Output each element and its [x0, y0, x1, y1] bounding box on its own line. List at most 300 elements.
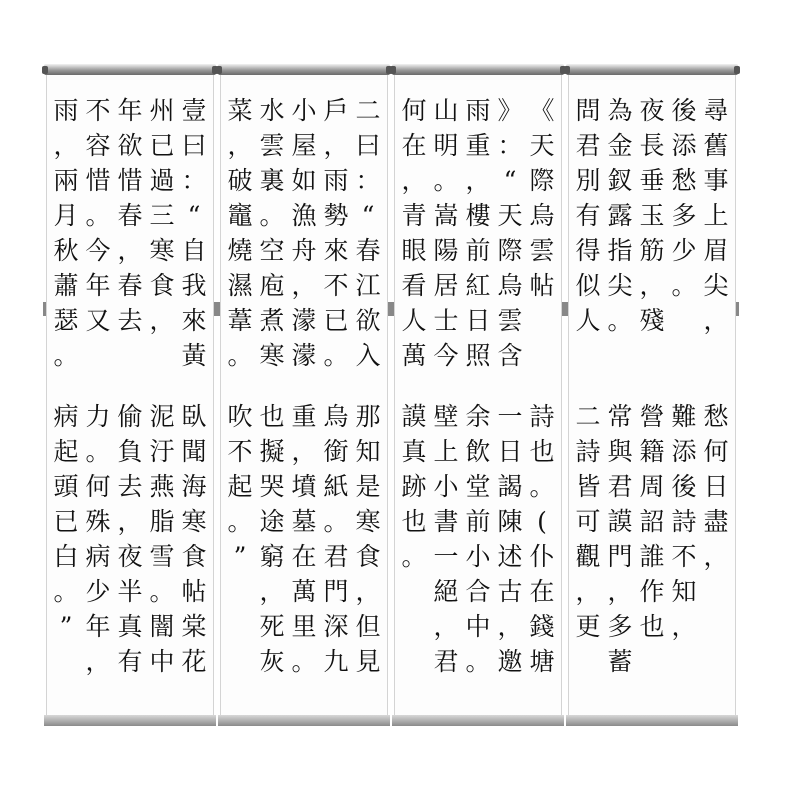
glyph: 棠 — [181, 612, 207, 641]
glyph: 墓 — [291, 507, 317, 536]
glyph: 雲 — [529, 236, 555, 265]
glyph: 君 — [323, 542, 349, 571]
glyph: ， — [639, 271, 665, 300]
glyph: 可 — [575, 507, 601, 536]
glyph: 瑟 — [53, 306, 79, 335]
glyph: 空 — [259, 236, 285, 265]
glyph: 來 — [323, 236, 349, 265]
glyph: 壁 — [433, 402, 459, 431]
glyph: 問 — [575, 96, 601, 125]
glyph: 入 — [355, 341, 381, 370]
rod-cap-left — [564, 66, 570, 74]
text-column — [257, 93, 287, 373]
glyph: 見 — [355, 647, 381, 676]
glyph: 我 — [181, 271, 207, 300]
glyph: 水 — [259, 96, 285, 125]
glyph: 勢 — [323, 201, 349, 230]
glyph: 欲 — [355, 306, 381, 335]
glyph: 夜 — [117, 542, 143, 571]
glyph: 秋 — [53, 236, 79, 265]
glyph: 食 — [355, 542, 381, 571]
text-column — [669, 93, 699, 338]
glyph: 寒 — [259, 341, 285, 370]
glyph: 雨 — [323, 166, 349, 195]
glyph: 壹 — [181, 96, 207, 125]
glyph: 何 — [85, 472, 111, 501]
glyph: 病 — [53, 402, 79, 431]
glyph: 蕭 — [53, 271, 79, 300]
side-pin-left — [217, 302, 220, 316]
text-column — [431, 399, 461, 679]
glyph: 誰 — [639, 542, 665, 571]
hanging-scroll-4 — [566, 64, 738, 726]
glyph: 在 — [401, 131, 427, 160]
glyph: 垂 — [639, 166, 665, 195]
glyph: 力 — [85, 402, 111, 431]
glyph: 葦 — [227, 306, 253, 335]
glyph: 似 — [575, 271, 601, 300]
rod-cap-left — [42, 66, 48, 74]
side-pin-right — [736, 302, 739, 316]
glyph: 陽 — [433, 236, 459, 265]
glyph: 重 — [291, 402, 317, 431]
glyph: 。 — [323, 341, 349, 370]
glyph: 屋 — [291, 131, 317, 160]
glyph: 筋 — [639, 236, 665, 265]
glyph: 寒 — [355, 507, 381, 536]
glyph: 死 — [259, 612, 285, 641]
glyph: 九 — [323, 647, 349, 676]
glyph: 居 — [433, 271, 459, 300]
scroll-bottom-rod — [566, 715, 738, 726]
glyph: 灰 — [259, 647, 285, 676]
glyph: 天 — [497, 201, 523, 230]
scroll-paper — [46, 75, 214, 715]
glyph: 春 — [117, 271, 143, 300]
text-column — [51, 93, 81, 373]
text-column — [527, 399, 557, 679]
scroll-top-rod — [44, 64, 216, 75]
text-column — [463, 399, 493, 679]
glyph: 濛 — [291, 306, 317, 335]
glyph: ， — [53, 131, 79, 160]
glyph: 裏 — [259, 166, 285, 195]
glyph: 小 — [465, 542, 491, 571]
side-pin-left — [43, 302, 46, 316]
text-column — [289, 93, 319, 373]
glyph: 不 — [323, 271, 349, 300]
glyph: 竈 — [227, 201, 253, 230]
glyph: 起 — [53, 437, 79, 466]
hanging-scroll-1 — [44, 64, 216, 726]
glyph: 何 — [703, 437, 729, 466]
glyph: 。 — [53, 341, 79, 370]
glyph: 食 — [149, 271, 175, 300]
glyph: 知 — [671, 577, 697, 606]
glyph: ” — [233, 542, 247, 571]
text-column — [115, 93, 145, 373]
glyph: 年 — [117, 96, 143, 125]
glyph: 春 — [355, 236, 381, 265]
glyph: ， — [291, 437, 317, 466]
glyph: 人 — [575, 306, 601, 335]
glyph: 帖 — [529, 271, 555, 300]
glyph: 尖 — [703, 271, 729, 300]
scroll-top-rod — [218, 64, 390, 75]
glyph: 有 — [117, 647, 143, 676]
glyph: 君 — [433, 647, 459, 676]
glyph: 皆 — [575, 472, 601, 501]
glyph: 重 — [465, 131, 491, 160]
glyph: 也 — [401, 507, 427, 536]
glyph: ， — [465, 166, 491, 195]
text-block-bottom — [220, 399, 388, 679]
glyph: 起 — [227, 472, 253, 501]
glyph: 不 — [671, 542, 697, 571]
glyph: 不 — [85, 96, 111, 125]
glyph: 一 — [433, 542, 459, 571]
glyph: 跡 — [401, 472, 427, 501]
glyph: 擬 — [259, 437, 285, 466]
glyph: 古 — [497, 577, 523, 606]
glyph: 愁 — [671, 166, 697, 195]
glyph: ， — [433, 612, 459, 641]
glyph: 仆 — [529, 542, 555, 571]
glyph: 小 — [291, 96, 317, 125]
glyph: 士 — [433, 306, 459, 335]
glyph: 紅 — [465, 271, 491, 300]
glyph: 也 — [259, 402, 285, 431]
glyph: 含 — [497, 341, 523, 370]
glyph: 已 — [149, 131, 175, 160]
glyph: 天 — [529, 131, 555, 160]
glyph: ， — [291, 271, 317, 300]
glyph: 少 — [671, 236, 697, 265]
glyph: 邀 — [497, 647, 523, 676]
glyph: 又 — [85, 306, 111, 335]
glyph: 海 — [181, 472, 207, 501]
glyph: 深 — [323, 612, 349, 641]
scroll-paper — [568, 75, 736, 715]
glyph: 謨 — [607, 507, 633, 536]
glyph: ( — [537, 507, 547, 536]
glyph: 。 — [607, 306, 633, 335]
glyph: 愁 — [703, 402, 729, 431]
glyph: 已 — [53, 507, 79, 536]
text-column — [257, 399, 287, 679]
scroll-top-rod — [566, 64, 738, 75]
glyph: 。 — [465, 647, 491, 676]
glyph: 多 — [671, 201, 697, 230]
glyph: 玉 — [639, 201, 665, 230]
glyph: 頭 — [53, 472, 79, 501]
glyph: 去 — [117, 306, 143, 335]
glyph: “ — [187, 201, 201, 230]
glyph: 謁 — [497, 472, 523, 501]
text-column — [83, 93, 113, 373]
text-column — [289, 399, 319, 679]
glyph: 容 — [85, 131, 111, 160]
glyph: 泥 — [149, 402, 175, 431]
glyph: 飲 — [465, 437, 491, 466]
glyph: 雲 — [497, 306, 523, 335]
glyph: ， — [259, 577, 285, 606]
text-column — [353, 399, 383, 679]
glyph: 小 — [433, 472, 459, 501]
glyph: 周 — [639, 472, 665, 501]
text-column — [83, 399, 113, 679]
glyph: 燒 — [227, 236, 253, 265]
glyph: ， — [117, 507, 143, 536]
glyph: 庖 — [259, 271, 285, 300]
glyph: 。 — [323, 507, 349, 536]
glyph: 在 — [529, 577, 555, 606]
text-block-top — [394, 93, 562, 373]
glyph: 已 — [323, 306, 349, 335]
glyph: 為 — [607, 96, 633, 125]
glyph: 看 — [401, 271, 427, 300]
glyph: 戶 — [323, 96, 349, 125]
glyph: ， — [149, 306, 175, 335]
scroll-top-rod — [392, 64, 564, 75]
glyph: 破 — [227, 166, 253, 195]
glyph: 。 — [671, 271, 697, 300]
glyph: 絕 — [433, 577, 459, 606]
text-column — [399, 399, 429, 679]
glyph: 難 — [671, 402, 697, 431]
glyph: 添 — [671, 131, 697, 160]
glyph: 萬 — [401, 341, 427, 370]
glyph: 日 — [497, 437, 523, 466]
glyph: 汙 — [149, 437, 175, 466]
text-block-top — [46, 93, 214, 373]
text-column — [701, 399, 731, 679]
text-block-bottom — [394, 399, 562, 679]
text-column — [605, 93, 635, 338]
glyph: 書 — [433, 507, 459, 536]
text-column — [463, 93, 493, 373]
text-column — [637, 399, 667, 679]
glyph: 舟 — [291, 236, 317, 265]
glyph: 烏 — [323, 402, 349, 431]
glyph: 日 — [465, 306, 491, 335]
text-block-top — [220, 93, 388, 373]
glyph: 錢 — [529, 612, 555, 641]
glyph: 途 — [259, 507, 285, 536]
glyph: 長 — [639, 131, 665, 160]
glyph: 但 — [355, 612, 381, 641]
glyph: 青 — [401, 201, 427, 230]
text-block-top — [568, 93, 736, 338]
glyph: 紙 — [323, 472, 349, 501]
glyph: 樓 — [465, 201, 491, 230]
text-column — [669, 399, 699, 679]
glyph: 有 — [575, 201, 601, 230]
glyph: 也 — [529, 437, 555, 466]
glyph: 作 — [639, 577, 665, 606]
glyph: 詩 — [529, 402, 555, 431]
glyph: 》 — [497, 96, 523, 125]
glyph: 如 — [291, 166, 317, 195]
glyph: 窮 — [259, 542, 285, 571]
glyph: ： — [497, 131, 523, 160]
glyph: 。 — [149, 577, 175, 606]
glyph: 際 — [497, 236, 523, 265]
glyph: 黃 — [181, 341, 207, 370]
side-pin-left — [391, 302, 394, 316]
glyph: 烏 — [529, 201, 555, 230]
glyph: 真 — [117, 612, 143, 641]
glyph: 別 — [575, 166, 601, 195]
glyph: 過 — [149, 166, 175, 195]
glyph: 詔 — [639, 507, 665, 536]
glyph: 州 — [149, 96, 175, 125]
glyph: 釵 — [607, 166, 633, 195]
glyph: 殘 — [639, 306, 665, 335]
scroll-paper — [220, 75, 388, 715]
glyph: ， — [671, 612, 697, 641]
text-column — [321, 93, 351, 373]
glyph: 年 — [85, 271, 111, 300]
glyph: 合 — [465, 577, 491, 606]
glyph: 菜 — [227, 96, 253, 125]
glyph: 君 — [575, 131, 601, 160]
glyph: 帖 — [181, 577, 207, 606]
glyph: 。 — [227, 507, 253, 536]
glyph: 得 — [575, 236, 601, 265]
glyph: 一 — [497, 402, 523, 431]
glyph: 門 — [323, 577, 349, 606]
glyph: 前 — [465, 507, 491, 536]
glyph: ， — [401, 166, 427, 195]
glyph: ， — [227, 131, 253, 160]
glyph: ， — [703, 306, 729, 335]
glyph: 。 — [401, 542, 427, 571]
glyph: 寒 — [149, 236, 175, 265]
text-column — [179, 93, 209, 373]
glyph: 臥 — [181, 402, 207, 431]
glyph: 在 — [291, 542, 317, 571]
glyph: 後 — [671, 472, 697, 501]
glyph: 事 — [703, 166, 729, 195]
glyph: ， — [85, 647, 111, 676]
glyph: 漁 — [291, 201, 317, 230]
glyph: 白 — [53, 542, 79, 571]
text-column — [179, 399, 209, 679]
glyph: ， — [323, 131, 349, 160]
glyph: 《 — [529, 96, 555, 125]
text-block-bottom — [46, 399, 214, 679]
glyph: 那 — [355, 402, 381, 431]
glyph: 自 — [181, 236, 207, 265]
glyph: ， — [575, 577, 601, 606]
glyph: 不 — [227, 437, 253, 466]
glyph: 雨 — [53, 96, 79, 125]
glyph: 食 — [181, 542, 207, 571]
glyph: 山 — [433, 96, 459, 125]
glyph: 眉 — [703, 236, 729, 265]
glyph: 二 — [355, 96, 381, 125]
glyph: 舊 — [703, 131, 729, 160]
glyph: 今 — [85, 236, 111, 265]
glyph: “ — [503, 166, 517, 195]
glyph: 去 — [117, 472, 143, 501]
glyph: 里 — [291, 612, 317, 641]
glyph: 常 — [607, 402, 633, 431]
text-column — [605, 399, 635, 679]
glyph: 。 — [85, 201, 111, 230]
glyph: 詩 — [575, 437, 601, 466]
glyph: 。 — [259, 201, 285, 230]
glyph: 君 — [607, 472, 633, 501]
glyph: 。 — [529, 472, 555, 501]
glyph: 詩 — [671, 507, 697, 536]
glyph: 金 — [607, 131, 633, 160]
side-pin-left — [565, 302, 568, 316]
scroll-bottom-rod — [44, 715, 216, 726]
glyph: 人 — [401, 306, 427, 335]
glyph: 。 — [53, 577, 79, 606]
text-column — [431, 93, 461, 373]
glyph: 年 — [85, 612, 111, 641]
glyph: 半 — [117, 577, 143, 606]
glyph: 陳 — [497, 507, 523, 536]
glyph: 今 — [433, 341, 459, 370]
glyph: 雪 — [149, 542, 175, 571]
text-column — [495, 399, 525, 679]
glyph: 濕 — [227, 271, 253, 300]
glyph: ， — [117, 236, 143, 265]
glyph: ， — [355, 577, 381, 606]
glyph: 真 — [401, 437, 427, 466]
glyph: 來 — [181, 306, 207, 335]
glyph: 照 — [465, 341, 491, 370]
glyph: 春 — [117, 201, 143, 230]
glyph: 煮 — [259, 306, 285, 335]
scroll-bottom-rod — [392, 715, 564, 726]
glyph: ， — [703, 542, 729, 571]
hanging-scroll-2 — [218, 64, 390, 726]
glyph: 指 — [607, 236, 633, 265]
glyph: 三 — [149, 201, 175, 230]
glyph: 。 — [291, 647, 317, 676]
glyph: 嵩 — [433, 201, 459, 230]
glyph: 脂 — [149, 507, 175, 536]
glyph: 月 — [53, 201, 79, 230]
glyph: 觀 — [575, 542, 601, 571]
text-column — [399, 93, 429, 373]
text-column — [225, 93, 255, 373]
text-column — [147, 93, 177, 373]
glyph: ： — [355, 166, 381, 195]
glyph: 雲 — [259, 131, 285, 160]
glyph: 江 — [355, 271, 381, 300]
scroll-paper — [394, 75, 562, 715]
text-block-bottom — [568, 399, 736, 679]
glyph: 前 — [465, 236, 491, 265]
glyph: 塘 — [529, 647, 555, 676]
glyph: 日 — [703, 472, 729, 501]
glyph: 濛 — [291, 341, 317, 370]
hanging-scroll-3 — [392, 64, 564, 726]
glyph: 述 — [497, 542, 523, 571]
glyph: 籍 — [639, 437, 665, 466]
glyph: 闇 — [149, 612, 175, 641]
text-column — [321, 399, 351, 679]
glyph: 兩 — [53, 166, 79, 195]
glyph: 哭 — [259, 472, 285, 501]
glyph: 中 — [465, 612, 491, 641]
